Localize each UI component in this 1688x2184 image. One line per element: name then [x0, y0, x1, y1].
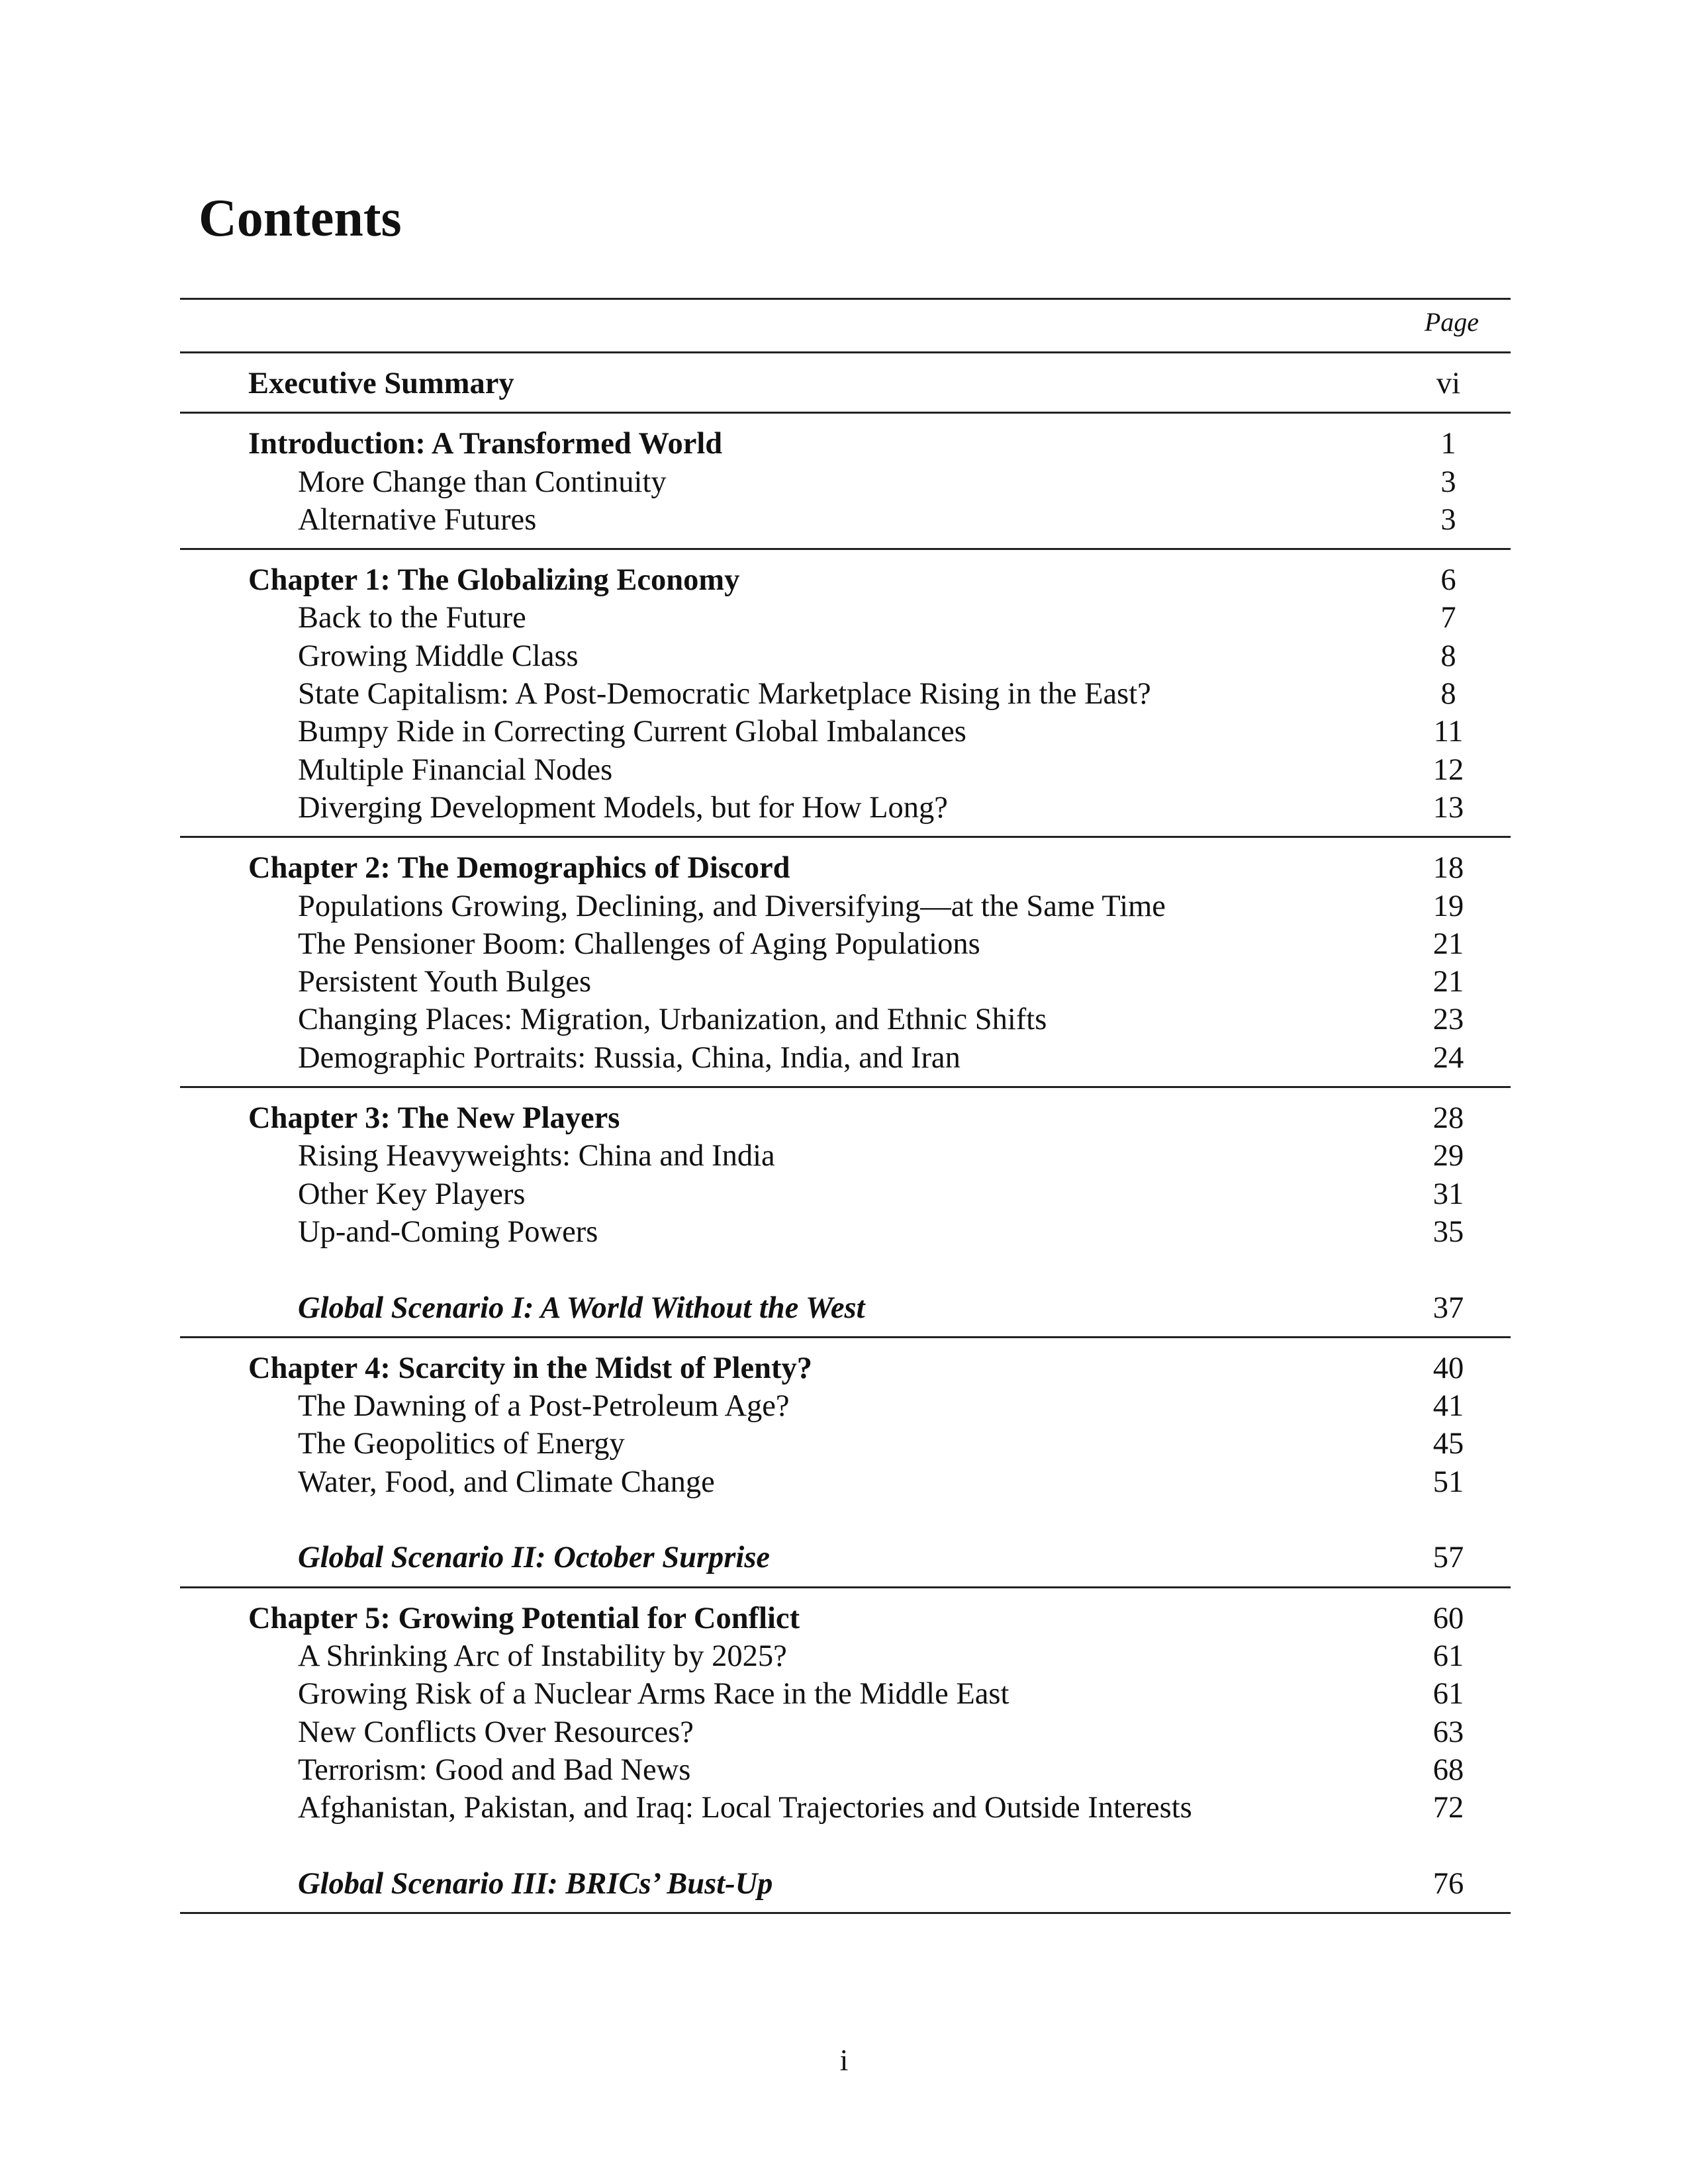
toc-entry	[180, 1387, 1511, 1425]
entry-title: Global Scenario III: BRICs’ Bust-Up	[298, 1866, 773, 1901]
entry-title: Multiple Financial Nodes	[298, 752, 613, 787]
toc-chapter-entry	[180, 1349, 1511, 1387]
entry-page-number: 76	[1432, 1866, 1464, 1901]
entry-page-number: 1	[1440, 427, 1456, 461]
entry-page-number: 18	[1432, 851, 1464, 886]
toc-entry	[180, 1213, 1511, 1251]
entry-page-number: 8	[1440, 677, 1456, 711]
entry-title: Diverging Development Models, but for How Long?	[298, 790, 948, 825]
entry-title: Chapter 1: The Globalizing Economy	[248, 563, 740, 598]
toc-entry	[180, 925, 1511, 963]
entry-page-number: 45	[1432, 1427, 1464, 1461]
toc-entry	[180, 501, 1511, 539]
entry-title: The Dawning of a Post-Petroleum Age?	[298, 1389, 790, 1424]
entry-title: New Conflicts Over Resources?	[298, 1715, 694, 1749]
entry-title: Growing Middle Class	[298, 639, 579, 673]
entry-title: Persistent Youth Bulges	[298, 965, 592, 999]
entry-title: Water, Food, and Climate Change	[298, 1465, 715, 1499]
entry-page-number: 51	[1432, 1465, 1464, 1499]
entry-page-number: 13	[1432, 790, 1464, 825]
entry-page-number: 72	[1432, 1791, 1464, 1825]
toc-chapter-entry	[180, 425, 1511, 463]
toc-entry	[180, 789, 1511, 827]
entry-title: Demographic Portraits: Russia, China, India, and Iran	[298, 1040, 961, 1075]
entry-title: More Change than Continuity	[298, 465, 667, 499]
entry-title: Terrorism: Good and Bad News	[298, 1752, 691, 1787]
toc-entry	[180, 1789, 1511, 1827]
entry-page-number: 3	[1440, 465, 1456, 499]
entry-page-number: 7	[1440, 601, 1456, 635]
toc-entry	[180, 637, 1511, 675]
toc-entry	[180, 1713, 1511, 1751]
entry-page-number: 8	[1440, 639, 1456, 673]
entry-page-number: 68	[1432, 1752, 1464, 1787]
toc-entry	[180, 713, 1511, 751]
entry-page-number: 6	[1440, 563, 1456, 598]
entry-page-number: 29	[1432, 1139, 1464, 1173]
toc-entry	[180, 1001, 1511, 1038]
entry-title: Global Scenario II: October Surprise	[298, 1541, 771, 1575]
page-column-header	[180, 300, 1511, 351]
toc-entry	[180, 1463, 1511, 1501]
toc-section	[180, 1088, 1511, 1336]
toc-entry	[180, 1637, 1511, 1675]
entry-title: Chapter 2: The Demographics of Discord	[248, 851, 790, 886]
toc-section	[180, 1588, 1511, 1912]
entry-page-number: 21	[1432, 965, 1464, 999]
entry-title: Growing Risk of a Nuclear Arms Race in the Middle East	[298, 1677, 1009, 1711]
toc-entry	[180, 1425, 1511, 1463]
entry-title: Chapter 4: Scarcity in the Midst of Plenty?	[248, 1351, 812, 1385]
entry-page-number: 11	[1433, 715, 1464, 749]
toc-scenario-entry	[180, 1865, 1511, 1903]
entry-title: Back to the Future	[298, 601, 526, 635]
page-column-label: Page	[1424, 307, 1479, 337]
entry-page-number: 63	[1432, 1715, 1464, 1749]
toc-entry	[180, 887, 1511, 925]
toc-chapter-entry	[180, 1099, 1511, 1137]
entry-title: Chapter 5: Growing Potential for Conflict	[248, 1601, 800, 1635]
toc-section	[180, 1338, 1511, 1586]
entry-page-number: 28	[1432, 1101, 1464, 1136]
entry-page-number: 37	[1432, 1291, 1464, 1325]
entry-title: The Geopolitics of Energy	[298, 1427, 625, 1461]
toc-section	[180, 550, 1511, 836]
entry-page-number: 3	[1440, 502, 1456, 537]
toc-scenario-entry	[180, 1289, 1511, 1327]
toc-entry	[180, 1039, 1511, 1077]
entry-title: Afghanistan, Pakistan, and Iraq: Local Trajectories and Outside Interests	[298, 1791, 1192, 1825]
entry-page-number: vi	[1436, 367, 1461, 400]
entry-title: Up-and-Coming Powers	[298, 1214, 598, 1249]
toc-entry	[180, 675, 1511, 713]
entry-title: Rising Heavyweights: China and India	[298, 1139, 775, 1173]
toc-entry	[180, 1137, 1511, 1175]
entry-page-number: 23	[1432, 1003, 1464, 1037]
entry-title: Populations Growing, Declining, and Diversifying—at the Same Time	[298, 889, 1166, 923]
entry-page-number: 57	[1432, 1541, 1464, 1575]
toc-chapter-entry	[180, 561, 1511, 599]
entry-title: Alternative Futures	[298, 502, 537, 537]
entry-page-number: 41	[1432, 1389, 1464, 1424]
toc-scenario-entry	[180, 1539, 1511, 1576]
table-of-contents	[180, 298, 1511, 1914]
toc-entry	[180, 1675, 1511, 1713]
entry-title: Executive Summary	[248, 367, 514, 400]
entry-title: Global Scenario I: A World Without the West	[298, 1291, 865, 1325]
entry-page-number: 61	[1432, 1639, 1464, 1673]
entry-page-number: 24	[1432, 1040, 1464, 1075]
entry-title: The Pensioner Boom: Challenges of Aging Populations	[298, 927, 980, 961]
entry-page-number: 35	[1432, 1214, 1464, 1249]
entry-title: Changing Places: Migration, Urbanization, and Ethnic Shifts	[298, 1003, 1047, 1037]
toc-chapter-entry	[180, 365, 1511, 402]
entry-page-number: 31	[1432, 1177, 1464, 1211]
entry-page-number: 40	[1432, 1351, 1464, 1385]
entry-page-number: 60	[1432, 1601, 1464, 1635]
entry-title: Other Key Players	[298, 1177, 526, 1211]
toc-section	[180, 838, 1511, 1086]
entry-title: Introduction: A Transformed World	[248, 427, 723, 461]
entry-title: Chapter 3: The New Players	[248, 1101, 620, 1136]
entry-title: State Capitalism: A Post-Democratic Marketplace Rising in the East?	[298, 677, 1151, 711]
toc-section	[180, 414, 1511, 548]
entry-page-number: 61	[1432, 1677, 1464, 1711]
entry-page-number: 19	[1432, 889, 1464, 923]
toc-chapter-entry	[180, 849, 1511, 887]
entry-page-number: 12	[1432, 752, 1464, 787]
divider	[180, 1912, 1511, 1914]
toc-section	[180, 353, 1511, 412]
toc-entry	[180, 599, 1511, 637]
toc-entry	[180, 1751, 1511, 1789]
entry-page-number: 21	[1432, 927, 1464, 961]
page-number: i	[839, 2043, 849, 2077]
toc-entry	[180, 751, 1511, 789]
toc-entry	[180, 463, 1511, 501]
entry-title: A Shrinking Arc of Instability by 2025?	[298, 1639, 787, 1673]
toc-entry	[180, 963, 1511, 1001]
toc-entry	[180, 1175, 1511, 1213]
toc-chapter-entry	[180, 1600, 1511, 1637]
entry-title: Bumpy Ride in Correcting Current Global Imbalances	[298, 715, 966, 749]
page-title: Contents	[199, 189, 402, 248]
